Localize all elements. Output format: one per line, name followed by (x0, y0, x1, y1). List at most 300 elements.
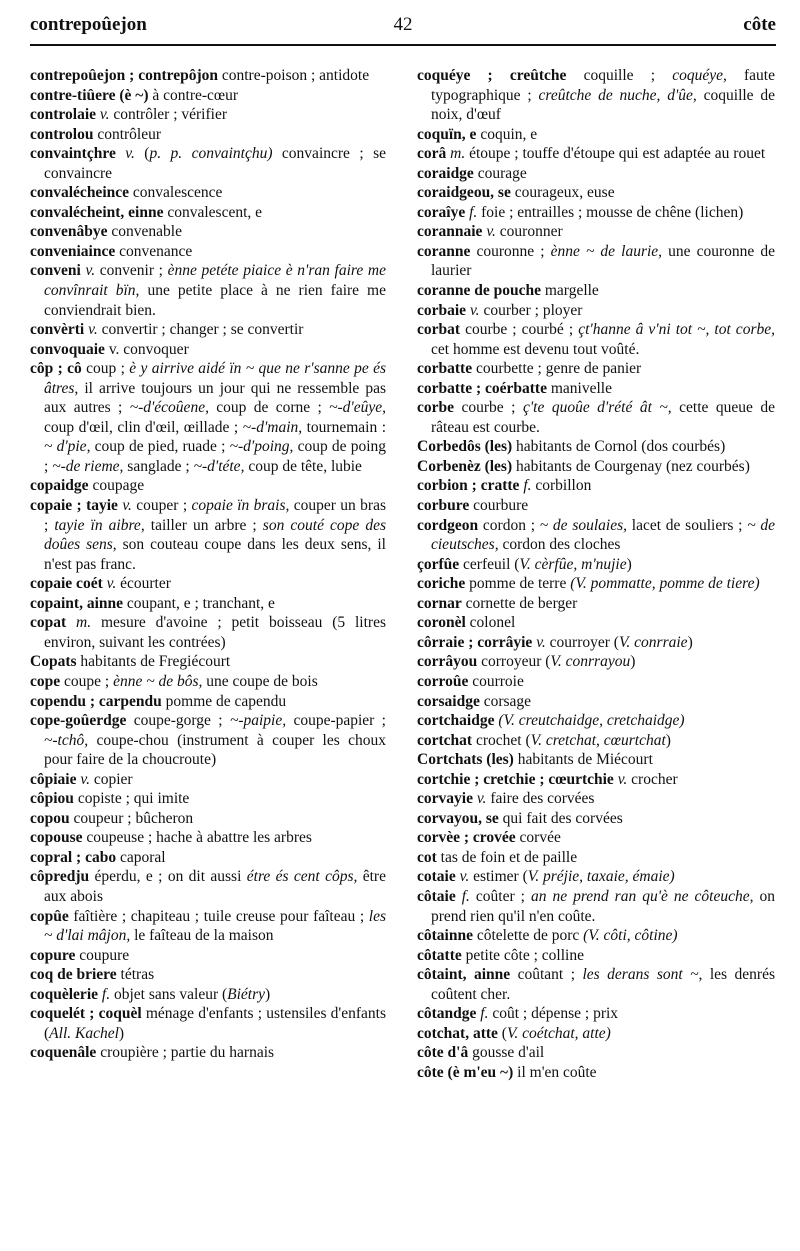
dictionary-entry (417, 516, 775, 555)
entry-italic: v. (536, 633, 546, 651)
entry-text: pomme de capendu (161, 692, 287, 710)
entry-headword: convenâbye (30, 223, 108, 241)
entry-text: courroie (468, 672, 524, 690)
dictionary-entry (417, 828, 775, 848)
dictionary-entry (30, 340, 386, 360)
entry-text: courbe ; courbé ; (460, 321, 579, 339)
entry-text: manivelle (546, 379, 612, 397)
entry-text: ( (497, 1024, 507, 1042)
dictionary-entry (30, 496, 386, 574)
entry-italic: v. (99, 106, 110, 124)
entry-italic: ~-d'écoûene, (129, 399, 209, 417)
entry-italic: V. conrrayou (550, 653, 631, 671)
entry-headword: côtaint, ainne (417, 966, 511, 984)
entry-headword: côpiou (30, 790, 74, 808)
entry-text: faute typographique ; (431, 67, 775, 104)
entry-text: coupe-chou (instrument à couper les choux pour faire de la choucroute) (44, 731, 386, 769)
entry-text: côtelette de porc (472, 927, 584, 945)
entry-text: courage (473, 164, 527, 182)
dictionary-entry (417, 711, 775, 731)
entry-text: ) (687, 633, 693, 651)
entry-headword: côte (è m'eu ~) (417, 1063, 514, 1081)
entry-italic: ~-paipie, (229, 712, 287, 730)
entry-text: cordon des cloches (498, 536, 621, 554)
entry-headword: corsaidge (417, 692, 480, 710)
entry-headword: convèrti (30, 321, 85, 339)
entry-text: courber ; ployer (479, 301, 583, 319)
entry-text: couronne ; (470, 242, 551, 260)
entry-headword: corvayou, se (417, 809, 499, 827)
entry-headword: convalécheint, einne (30, 203, 164, 221)
entry-headword: copûe (30, 907, 69, 925)
entry-text: contrôleur (93, 125, 162, 143)
entry-headword: cope (30, 672, 61, 690)
entry-headword: coq de briere (30, 966, 117, 984)
dictionary-entry (417, 750, 775, 770)
entry-text: coupe-gorge ; (126, 712, 230, 730)
dictionary-entry (30, 848, 386, 868)
entry-text: il m'en coûte (513, 1063, 597, 1081)
entry-headword: contrepoûejon ; contrepôjon (30, 67, 218, 84)
entry-text: cordon ; (478, 516, 540, 534)
entry-headword: conveniaince (30, 242, 116, 260)
entry-italic: f. (469, 203, 478, 221)
entry-headword: controlou (30, 125, 94, 143)
entry-text: il arrive toujours un jour qui ne ressemble pas aux autres ; (44, 379, 386, 417)
entry-text: courbe ; (454, 399, 523, 417)
entry-text: lacet de souliers ; (627, 516, 748, 534)
entry-italic: ç'te quoûe d'rété ât ~, (522, 399, 672, 417)
entry-headword: cotchat, atte (417, 1024, 498, 1042)
entry-text: convenir ; (95, 262, 168, 280)
entry-text: cerfeuil ( (459, 555, 520, 573)
entry-text: corroyeur ( (477, 653, 551, 671)
entry-italic: ~-d'main, (242, 418, 303, 436)
entry-text: habitants de Courgenay (nez courbés) (512, 457, 750, 475)
entry-text: convertir ; changer ; se convertir (97, 321, 304, 339)
entry-text: crocher (627, 770, 678, 788)
entry-text: être aux abois (44, 868, 386, 905)
entry-headword: contre-tiûere (è ~) (30, 86, 149, 104)
entry-italic: (V. creutchaidge, cretchaidge) (498, 712, 685, 730)
entry-text: contrôler ; vérifier (109, 106, 227, 124)
entry-text: pomme de terre (465, 575, 571, 593)
entry-italic: étre és cent côps, (246, 868, 358, 886)
entry-text: coup de pied, ruade ; (90, 438, 230, 456)
dictionary-entry (417, 926, 775, 946)
dictionary-entry (417, 164, 775, 184)
dictionary-entry (30, 770, 386, 790)
entry-text: coup de tête, lubie (244, 457, 362, 475)
entry-text: contre-poison ; antidote (218, 67, 370, 84)
entry-text: petite côte ; colline (461, 946, 584, 964)
entry-text: cornette de berger (461, 594, 578, 612)
dictionary-entry (417, 222, 775, 242)
entry-text: cet homme est devenu tout voûté. (431, 340, 640, 358)
dictionary-entry (417, 203, 775, 223)
entry-headword: convaintçhre (30, 145, 116, 163)
entry-headword: corbatte (417, 360, 473, 378)
entry-italic: V. coétchat, atte) (506, 1024, 611, 1042)
entry-italic: v. (85, 262, 96, 280)
entry-headword: corannaie (417, 223, 483, 241)
entry-italic: (V. pommatte, pomme de tiere) (570, 575, 760, 593)
entry-italic: les ~ d'lai mâjon, (44, 907, 386, 945)
entry-headword: côtaie (417, 887, 456, 905)
entry-text: coupeur ; bûcheron (69, 809, 194, 827)
entry-italic: ~-d'poing, (229, 438, 294, 456)
entry-text: convenable (107, 223, 182, 241)
entry-headword: corroûe (417, 672, 469, 690)
entry-text: ( (134, 145, 150, 163)
entry-headword: copou (30, 809, 70, 827)
entry-text: coquin, e (476, 125, 538, 143)
entry-headword: Corbenèz (les) (417, 457, 513, 475)
entry-headword: Cortchats (les) (417, 751, 514, 769)
entry-text: tas de foin et de paille (436, 848, 578, 866)
entry-text: v. convoquer (104, 340, 189, 358)
entry-headword: coraidge (417, 164, 474, 182)
entry-text: coupage (88, 477, 145, 495)
dictionary-entry (417, 359, 775, 379)
dictionary-entry (417, 242, 775, 281)
dictionary-entry (417, 1004, 775, 1024)
dictionary-entry (30, 809, 386, 829)
dictionary-entry (30, 86, 386, 106)
entry-text: convaincre ; se convaincre (44, 145, 386, 182)
entry-headword: corbe (417, 399, 455, 417)
entry-italic: ~ d'pie, (44, 438, 91, 456)
entry-italic: ~-tchô, (44, 731, 89, 749)
entry-text: habitants de Cornol (dos courbés) (512, 438, 726, 456)
entry-text: une petite place à ne rien faire me conviendrait bien. (44, 282, 386, 319)
dictionary-entry (30, 261, 386, 320)
entry-text: margelle (541, 282, 599, 300)
dictionary-entry (30, 672, 386, 692)
dictionary-entry (417, 965, 775, 1004)
dictionary-entry (30, 105, 386, 125)
entry-text: on prend rien qu'il n'en coûte. (431, 887, 775, 925)
entry-text: coquille ; (566, 67, 673, 84)
entry-text: ) (630, 653, 636, 671)
dictionary-entry (30, 242, 386, 262)
entry-italic: ~ de soulaies, (539, 516, 628, 534)
entry-text: les denrés coûtent cher. (431, 966, 776, 1003)
entry-headword: Corbedôs (les) (417, 438, 513, 456)
entry-italic: v. (106, 575, 117, 593)
entry-headword: côtatte (417, 946, 462, 964)
entry-headword: corbion ; cratte (417, 477, 520, 495)
entry-text: ) (626, 555, 632, 573)
entry-text: couper un bras ; (44, 497, 386, 534)
dictionary-entry (417, 789, 775, 809)
entry-text: colonel (465, 614, 516, 632)
header-left-word: contrepoûejon (30, 14, 147, 35)
entry-text: coup de corne ; (208, 399, 330, 417)
entry-text: courageux, euse (510, 184, 615, 202)
entry-text: son couteau coupe dans les deux sens, il n'est pas franc. (44, 536, 386, 573)
entry-headword: côrraie ; corrâyie (417, 633, 533, 651)
dictionary-entry (417, 281, 775, 301)
entry-headword: coraidgeou, se (417, 184, 511, 202)
entry-headword: coranne de pouche (417, 282, 541, 300)
entry-headword: cotaie (417, 868, 456, 886)
entry-headword: côtainne (417, 927, 473, 945)
entry-italic: v. (486, 223, 496, 241)
dictionary-entry (30, 1043, 386, 1063)
entry-text: à contre-cœur (148, 86, 239, 104)
dictionary-entry (417, 476, 775, 496)
entry-text: ) (265, 985, 271, 1003)
entry-text: courbure (469, 497, 529, 515)
entry-text: corsage (479, 692, 532, 710)
entry-text: coupure (75, 946, 130, 964)
entry-headword: copat (30, 614, 67, 632)
dictionary-entry (417, 555, 775, 575)
right-column (417, 66, 775, 1082)
entry-italic: (V. côti, côtine) (583, 927, 678, 945)
entry-italic: v. (88, 321, 98, 339)
entry-text: coûter ; (469, 887, 531, 905)
entry-italic: V. conrraie (618, 633, 688, 651)
entry-text: courbette ; genre de panier (472, 360, 642, 378)
left-column (30, 66, 386, 1063)
entry-headword: corvèe ; crovée (417, 829, 516, 847)
entry-text: convalescence (129, 184, 223, 202)
entry-headword: coranne (417, 242, 471, 260)
entry-text: convalescent, e (163, 203, 263, 221)
entry-italic: ~-d'téte, (193, 457, 245, 475)
dictionary-entry (417, 496, 775, 516)
entry-headword: cordgeon (417, 516, 479, 534)
entry-headword: Copats (30, 653, 77, 671)
entry-text: faîtière ; chapiteau ; tuile creuse pour faîteau ; (68, 907, 369, 925)
dictionary-entry (30, 692, 386, 712)
entry-text: habitants de Miécourt (513, 751, 653, 769)
entry-headword: corbure (417, 497, 470, 515)
entry-headword: corvayie (417, 790, 473, 808)
entry-italic: v. (122, 497, 132, 515)
entry-headword: côpiaie (30, 770, 77, 788)
entry-italic: m. (76, 614, 92, 632)
entry-italic: All. Kachel (49, 1024, 119, 1042)
entry-italic: è y airrive aidé ïn ~ que ne r'sanne pe és âtres, (44, 360, 386, 397)
dictionary-entry (417, 437, 775, 457)
entry-text: gousse d'ail (468, 1044, 545, 1062)
entry-headword: coquelét ; coquèl (30, 1005, 142, 1023)
dictionary-entry (30, 66, 386, 86)
entry-headword: controlaie (30, 106, 97, 124)
dictionary-entry (417, 398, 775, 437)
entry-headword: cortchaidge (417, 712, 495, 730)
entry-headword: conveni (30, 262, 81, 280)
entry-text: écourter (116, 575, 171, 593)
entry-text: ) (118, 1024, 125, 1042)
entry-headword: cortchat (417, 731, 473, 749)
dictionary-entry (417, 144, 775, 164)
entry-text: courroyer ( (545, 633, 619, 651)
entry-text: étoupe ; touffe d'étoupe qui est adaptée au rouet (465, 145, 766, 163)
entry-headword: coronèl (417, 614, 466, 632)
entry-text: mesure d'avoine ; petit boisseau (5 litres environ, suivant les contrées) (44, 614, 386, 651)
entry-headword: côtandge (417, 1005, 477, 1023)
entry-text: tétras (116, 966, 155, 984)
entry-headword: copouse (30, 829, 83, 847)
dictionary-entry (30, 867, 386, 906)
entry-headword: convalécheince (30, 184, 130, 202)
entry-text: copiste ; qui imite (73, 790, 190, 808)
entry-text: caporal (116, 848, 166, 866)
entry-text: coup ; (81, 360, 130, 378)
entry-headword: cornar (417, 594, 462, 612)
entry-italic: f. (480, 1005, 489, 1023)
entry-headword: côpredju (30, 868, 90, 886)
dictionary-entry (417, 652, 775, 672)
entry-italic: son couté cope des doûes sens, (44, 516, 386, 554)
entry-italic: f. (101, 985, 111, 1003)
entry-italic: V. préjie, taxaie, émaie) (527, 868, 675, 886)
dictionary-entry (417, 457, 775, 477)
entry-italic: çt'hanne â v'ni tot ~, tot corbe, (578, 321, 775, 339)
entry-headword: çorfûe (417, 555, 460, 573)
dictionary-entry (417, 1063, 775, 1083)
dictionary-entry (30, 965, 386, 985)
dictionary-entry (417, 183, 775, 203)
dictionary-entry (30, 613, 386, 652)
dictionary-entry (417, 379, 775, 399)
entry-italic: V. cretchat, cœurtchat (530, 731, 666, 749)
entry-headword: côte d'â (417, 1044, 469, 1062)
entry-italic: v. (459, 868, 470, 886)
dictionary-entry (417, 946, 775, 966)
entry-text (66, 614, 76, 631)
dictionary-entry (30, 828, 386, 848)
entry-italic: Biétry (227, 985, 266, 1003)
entry-text: foie ; entrailles ; mousse de chêne (lichen) (477, 203, 744, 221)
dictionary-entry (30, 125, 386, 145)
entry-italic: v. (469, 301, 480, 319)
dictionary-entry (30, 476, 386, 496)
entry-headword: cortchie ; cretchie ; cœurtchie (417, 770, 614, 788)
dictionary-entry (417, 320, 775, 359)
dictionary-entry (30, 144, 386, 183)
entry-headword: convoquaie (30, 340, 105, 358)
entry-headword: coriche (417, 575, 466, 593)
entry-text: habitants de Fregiécourt (76, 653, 231, 671)
entry-text: cette queue de râteau est courbe. (431, 399, 775, 436)
page-header (30, 14, 776, 46)
entry-text: objet sans valeur ( (110, 985, 228, 1003)
entry-text: tournemain : (302, 418, 386, 436)
dictionary-entry (417, 301, 775, 321)
entry-headword: coquèlerie (30, 985, 99, 1003)
dictionary-entry (30, 359, 386, 476)
entry-headword: corâ (417, 145, 447, 163)
entry-headword: coraîye (417, 203, 466, 221)
entry-text: crochet ( (472, 731, 531, 749)
entry-text: copier (89, 770, 133, 788)
entry-headword: cot (417, 848, 437, 866)
entry-italic: ~-de rieme, (52, 457, 124, 475)
dictionary-entry (30, 907, 386, 946)
dictionary-entry (30, 222, 386, 242)
entry-headword: coquéye ; creûtche (417, 67, 567, 84)
entry-text: ) (665, 731, 671, 749)
entry-text: couper ; (131, 497, 192, 515)
entry-headword: corbat (417, 321, 461, 339)
entry-headword: copaint, ainne (30, 594, 124, 612)
entry-italic: p. p. convaintçhu) (149, 145, 273, 163)
entry-headword: cope-goûerdge (30, 712, 127, 730)
entry-text: une coupe de bois (202, 672, 318, 690)
entry-headword: corbaie (417, 301, 467, 319)
entry-headword: coquïn, e (417, 125, 477, 143)
dictionary-entry (417, 731, 775, 751)
dictionary-entry (30, 711, 386, 770)
entry-text: le faîteau de la maison (130, 927, 274, 945)
entry-italic: les derans sont ~, (582, 966, 703, 984)
entry-italic: v. (125, 145, 135, 163)
entry-italic: ~-d'eûye, (329, 399, 386, 417)
entry-italic: tayie ïn aibre, (54, 516, 145, 534)
entry-italic: an ne prend ran qu'è ne côteuche, (530, 887, 754, 905)
entry-italic: v. (80, 770, 90, 788)
entry-headword: copaidge (30, 477, 89, 495)
dictionary-entry (30, 789, 386, 809)
entry-text: faire des corvées (486, 790, 595, 808)
entry-italic: f. (523, 477, 532, 495)
entry-text: corbillon (531, 477, 592, 495)
entry-text: coup d'œil, clin d'œil, œillade ; (44, 418, 243, 436)
dictionary-entry (30, 652, 386, 672)
entry-text: couronner (495, 223, 563, 241)
entry-text: qui fait des corvées (498, 809, 623, 827)
entry-headword: copaie coét (30, 575, 103, 593)
entry-text: coupeuse ; hache à abattre les arbres (82, 829, 312, 847)
dictionary-entry (417, 66, 775, 125)
dictionary-entry (417, 809, 775, 829)
entry-headword: copendu ; carpendu (30, 692, 162, 710)
dictionary-entry (417, 770, 775, 790)
dictionary-entry (417, 125, 775, 145)
dictionary-entry (30, 985, 386, 1005)
dictionary-entry (30, 320, 386, 340)
entry-headword: côp ; cô (30, 360, 82, 378)
entry-italic: ènne petéte piaice è n'ran faire me convînrait bïn, (44, 262, 386, 300)
entry-italic: V. cèrfûe, m'nujie (519, 555, 627, 573)
dictionary-entry (417, 1043, 775, 1063)
entry-text: coûtant ; (510, 966, 583, 984)
page-number: 42 (393, 14, 413, 35)
dictionary-entry (30, 1004, 386, 1043)
entry-headword: copral ; cabo (30, 848, 117, 866)
dictionary-entry (417, 1024, 775, 1044)
dictionary-entry (30, 574, 386, 594)
dictionary-entry (417, 887, 775, 926)
entry-italic: ènne ~ de bôs, (113, 672, 203, 690)
entry-text: coût ; dépense ; prix (488, 1005, 619, 1023)
dictionary-entry (417, 692, 775, 712)
entry-text: convenance (115, 242, 193, 260)
entry-text: estimer ( (469, 868, 528, 886)
dictionary-entry (417, 848, 775, 868)
dictionary-entry (30, 946, 386, 966)
dictionary-entry (417, 613, 775, 633)
dictionary-entry (417, 672, 775, 692)
entry-headword: copaie ; tayie (30, 497, 118, 515)
dictionary-entry (30, 203, 386, 223)
entry-italic: creûtche de nuche, d'ûe, (538, 86, 697, 104)
